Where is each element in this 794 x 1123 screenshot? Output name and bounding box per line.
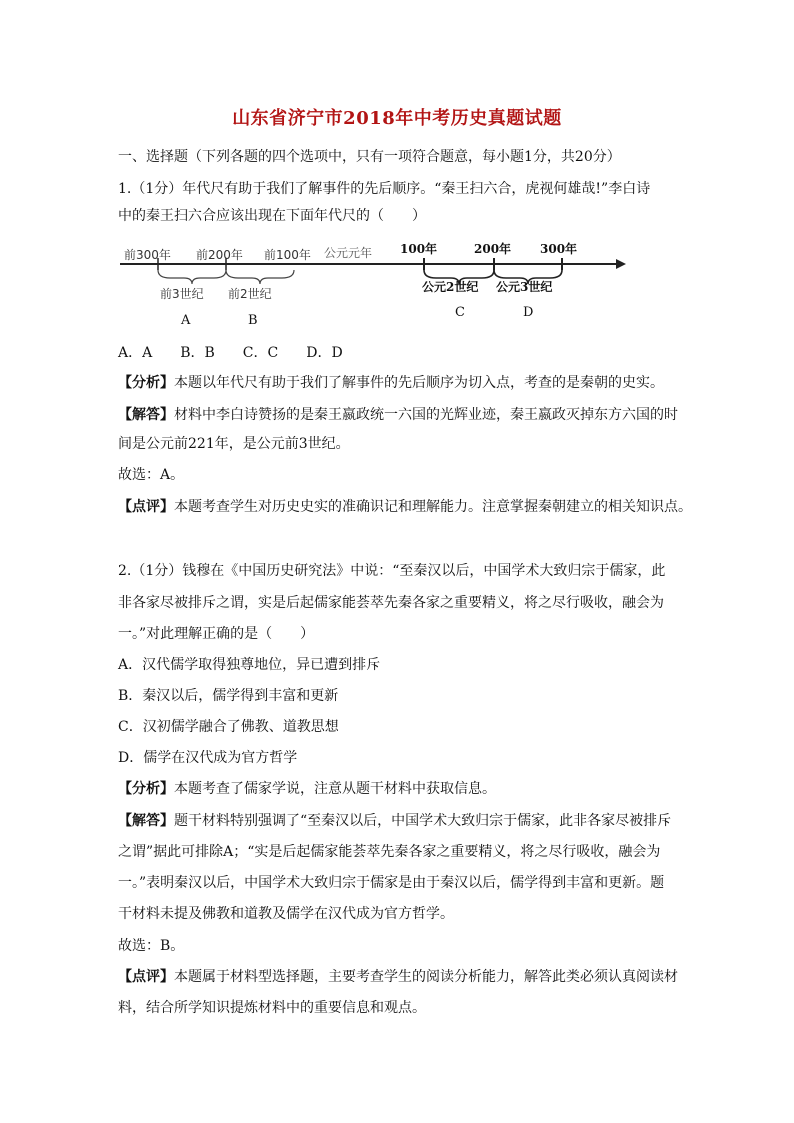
brace-label-c: 公元2世纪 — [422, 280, 479, 294]
comment-text: 本题考查学生对历史史实的准确识记和理解能力。注意掌握秦朝建立的相关知识点。 — [174, 499, 692, 515]
q2-comment-line1 — [118, 968, 678, 986]
letter-b: B — [248, 313, 258, 326]
q1-options: A．A B．B C．C D．D — [118, 345, 343, 361]
q2-choice: 故选：B。 — [118, 938, 185, 954]
analysis-text: 本题考查了儒家学说，注意从题干材料中获取信息。 — [174, 781, 496, 797]
analysis-tag: 【分析】 — [118, 781, 174, 797]
timeline-figure — [118, 236, 638, 326]
q2-answer-line2: 之谓”据此可排除A；“实是后起儒家能荟萃先秦各家之重要精义，将之尽行吸收，融会为 — [118, 844, 661, 860]
analysis-tag: 【分析】 — [118, 375, 174, 391]
timeline-arrow — [616, 259, 626, 269]
q2-option-c: C．汉初儒学融合了佛教、道教思想 — [118, 719, 339, 735]
answer-tag: 【解答】 — [118, 407, 174, 423]
q2-answer-line3: 一。”表明秦汉以后，中国学术大致归宗于儒家是由于秦汉以后，儒学得到丰富和更新。题 — [118, 875, 665, 891]
q1-comment — [118, 498, 692, 516]
brace-a — [158, 270, 226, 284]
answer-text: 材料中李白诗赞扬的是秦王嬴政统一六国的光辉业迹，秦王嬴政灭掉东方六国的时 — [174, 407, 678, 423]
comment-text: 本题属于材料型选择题，主要考查学生的阅读分析能力，解答此类必须认真阅读材 — [174, 969, 678, 985]
q2-answer-line4: 干材料未提及佛教和道教及儒学在汉代成为官方哲学。 — [118, 906, 454, 922]
tick-label-7: 300年 — [540, 242, 578, 256]
q1-stem-line2: 中的秦王扫六合应该出现在下面年代尺的（ ） — [118, 208, 426, 224]
brace-b — [226, 270, 294, 284]
letter-a: A — [181, 313, 191, 326]
comment-tag: 【点评】 — [118, 499, 174, 515]
answer-tag: 【解答】 — [118, 813, 174, 829]
tick-label-3: 前100年 — [264, 248, 311, 262]
page-title: 山东省济宁市2018年中考历史真题试题 — [232, 108, 562, 129]
brace-label-a: 前3世纪 — [160, 287, 204, 301]
q1-stem-line1: 1.（1分）年代尺有助于我们了解事件的先后顺序。“秦王扫六合，虎视何雄哉!”李白诗 — [118, 181, 651, 197]
comment-tag: 【点评】 — [118, 969, 174, 985]
q1-answer-line2: 间是公元前221年，是公元前3世纪。 — [118, 436, 350, 452]
tick-label-1: 前300年 — [124, 248, 171, 262]
q1-choice: 故选：A。 — [118, 467, 185, 483]
q2-stem-line1: 2.（1分）钱穆在《中国历史研究法》中说：“至秦汉以后，中国学术大致归宗于儒家，此 — [118, 563, 666, 579]
tick-label-4: 公元元年 — [324, 246, 373, 260]
q2-option-a: A．汉代儒学取得独尊地位，异已遭到排斥 — [118, 657, 381, 673]
tick-label-6: 200年 — [474, 242, 512, 256]
q1-answer-line1 — [118, 406, 678, 424]
q2-option-b: B．秦汉以后，儒学得到丰富和更新 — [118, 688, 339, 704]
brace-label-b: 前2世纪 — [228, 287, 272, 301]
letter-d: D — [523, 305, 534, 320]
q1-analysis — [118, 374, 678, 392]
brace-label-d: 公元3世纪 — [496, 280, 553, 294]
letter-c: C — [455, 305, 465, 320]
q2-stem-line3: 一。”对此理解正确的是（ ） — [118, 626, 315, 642]
q2-comment-line2: 料，结合所学知识提炼材料中的重要信息和观点。 — [118, 1000, 426, 1016]
q2-option-d: D．儒学在汉代成为官方哲学 — [118, 750, 298, 766]
q2-analysis — [118, 780, 678, 798]
answer-text: 题干材料特别强调了“至秦汉以后，中国学术大致归宗于儒家，此非各家尽被排斥 — [174, 813, 672, 829]
section-header: 一、选择题（下列各题的四个选项中，只有一项符合题意，每小题1分，共20分） — [118, 149, 621, 165]
tick-label-2: 前200年 — [196, 248, 243, 262]
q2-answer-line1 — [118, 812, 678, 830]
tick-label-5: 100年 — [400, 242, 438, 256]
q2-stem-line2: 非各家尽被排斥之谓，实是后起儒家能荟萃先秦各家之重要精义，将之尽行吸收，融会为 — [118, 595, 664, 611]
analysis-text: 本题以年代尺有助于我们了解事件的先后顺序为切入点，考查的是秦朝的史实。 — [174, 375, 664, 391]
